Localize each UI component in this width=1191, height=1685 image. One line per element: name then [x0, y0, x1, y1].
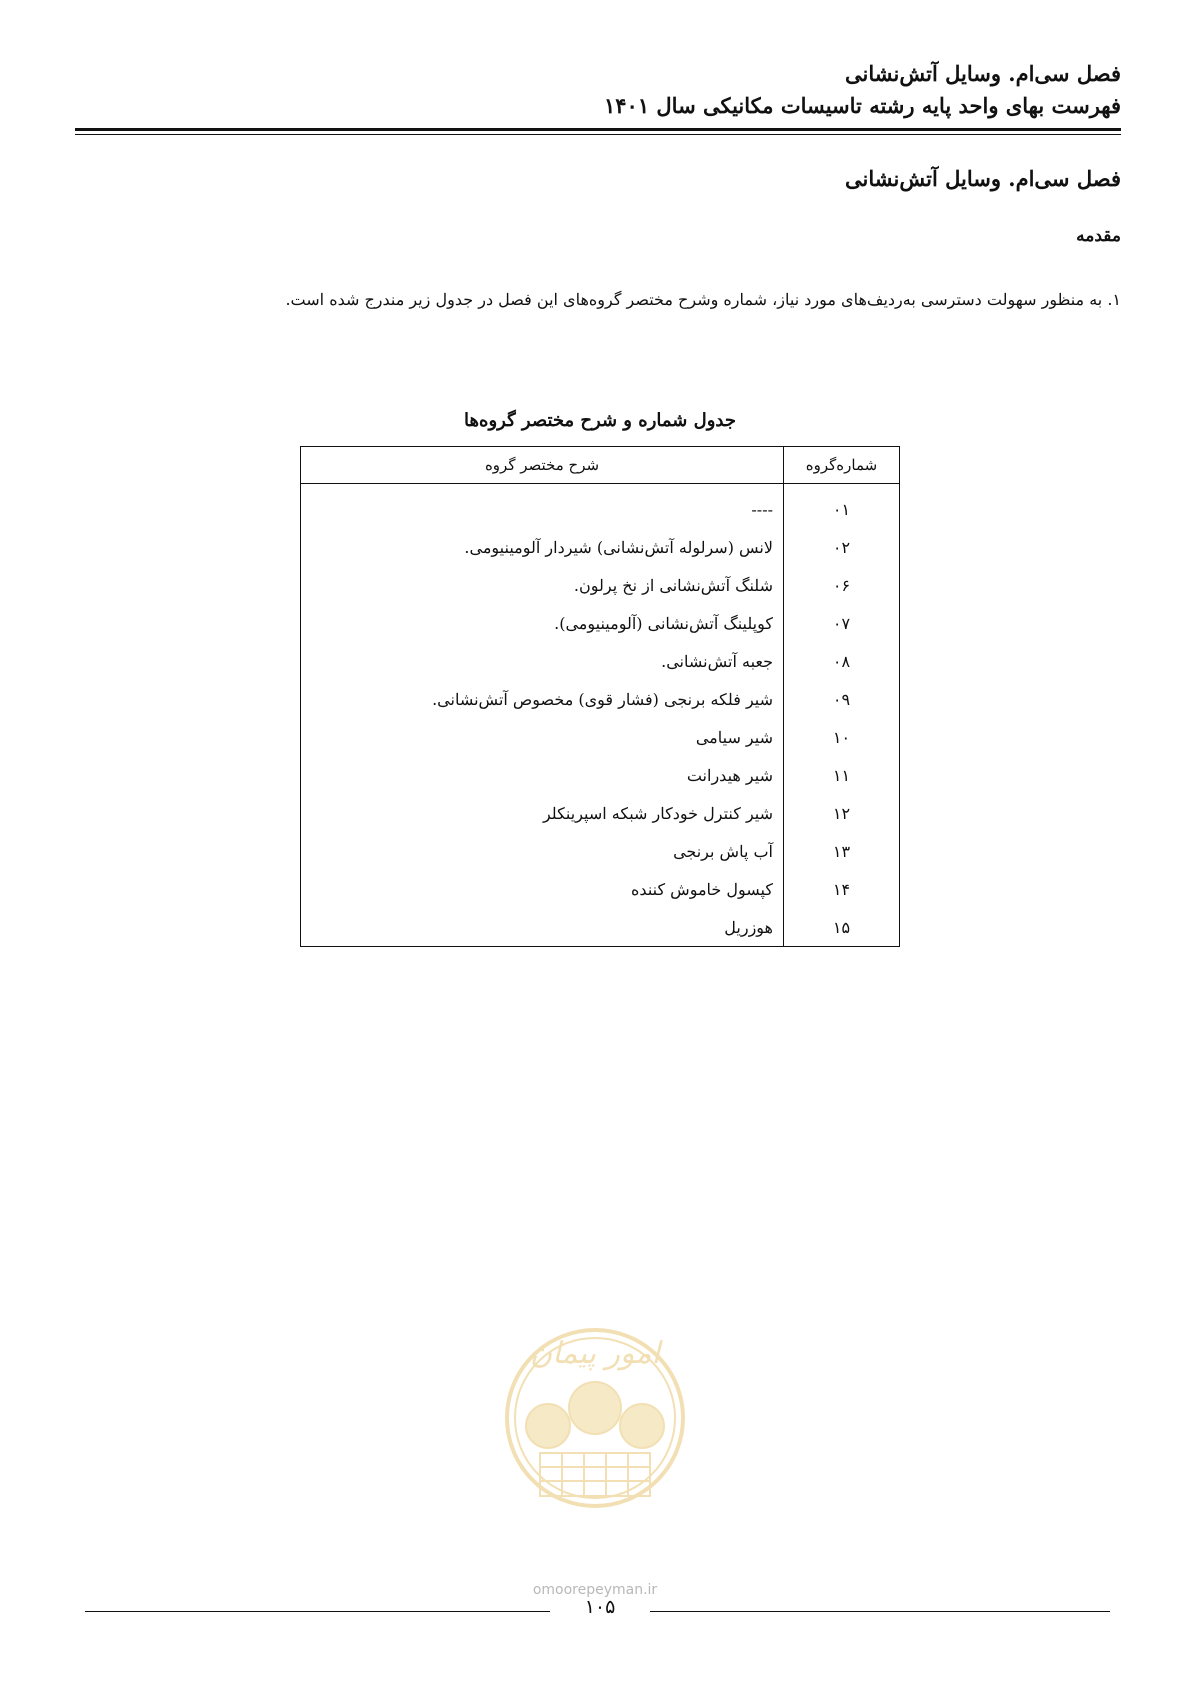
table-row	[301, 756, 900, 794]
chapter-title: فصل سی‌ام. وسایل آتش‌نشانی	[845, 166, 1121, 191]
group-description: شیر کنترل خودکار شبکه اسپرینکلر	[301, 794, 784, 832]
group-description: شیر سیامی	[301, 718, 784, 756]
table-row	[301, 680, 900, 718]
group-number: ۰۹	[784, 680, 900, 718]
group-description: شیر هیدرانت	[301, 756, 784, 794]
table-caption: جدول شماره و شرح مختصر گروه‌ها	[464, 410, 736, 431]
table-header-row	[301, 447, 900, 484]
group-number: ۰۲	[784, 528, 900, 566]
column-header-description: شرح مختصر گروه	[301, 447, 784, 484]
group-number: ۰۶	[784, 566, 900, 604]
page-header	[75, 58, 1121, 122]
table-row	[301, 718, 900, 756]
header-rule-thick	[75, 128, 1121, 131]
footer-rule-left	[85, 1611, 550, 1612]
group-number: ۱۵	[784, 908, 900, 947]
intro-paragraph: ۱. به منظور سهولت دسترسی به‌ردیف‌های مورد نیاز، شماره وشرح مختصر گروه‌های این فصل در جدول زیر مندرج شده است.	[285, 290, 1121, 309]
group-number: ۱۰	[784, 718, 900, 756]
group-number: ۰۷	[784, 604, 900, 642]
footer-rule-right	[650, 1611, 1110, 1612]
intro-heading: مقدمه	[1076, 226, 1121, 246]
group-description: ----	[301, 484, 784, 529]
table-row	[301, 870, 900, 908]
group-number: ۱۲	[784, 794, 900, 832]
group-number: ۱۳	[784, 832, 900, 870]
group-description: کوپلینگ آتش‌نشانی (آلومینیومی).	[301, 604, 784, 642]
table-row	[301, 794, 900, 832]
table-row	[301, 832, 900, 870]
header-chapter-line: فصل سی‌ام. وسایل آتش‌نشانی	[845, 61, 1121, 86]
table-row	[301, 604, 900, 642]
group-description: شیر فلکه برنجی (فشار قوی) مخصوص آتش‌نشانی.	[301, 680, 784, 718]
group-description: کپسول خاموش کننده	[301, 870, 784, 908]
group-description: هوزریل	[301, 908, 784, 947]
column-header-number: شماره‌گروه	[784, 447, 900, 484]
group-description: شلنگ آتش‌نشانی از نخ پرلون.	[301, 566, 784, 604]
group-number: ۱۱	[784, 756, 900, 794]
watermark-url: omoorepeyman.ir	[532, 1582, 658, 1598]
watermark-logo	[500, 1268, 690, 1568]
header-catalog-line: فهرست بهای واحد پایه رشته تاسیسات مکانیکی سال ۱۴۰۱	[603, 93, 1121, 118]
group-number: ۱۴	[784, 870, 900, 908]
table-row	[301, 908, 900, 947]
table-row	[301, 528, 900, 566]
table-row	[301, 566, 900, 604]
group-description: جعبه آتش‌نشانی.	[301, 642, 784, 680]
group-description: آب پاش برنجی	[301, 832, 784, 870]
group-number: ۰۱	[784, 484, 900, 529]
group-number: ۰۸	[784, 642, 900, 680]
groups-table	[300, 446, 900, 947]
table-row	[301, 484, 900, 529]
table-row	[301, 642, 900, 680]
group-description: لانس (سرلوله آتش‌نشانی) شیردار آلومینیومی.	[301, 528, 784, 566]
page-number: ۱۰۵	[584, 1596, 616, 1618]
watermark-logo-text: امور پیمان	[530, 1336, 660, 1371]
header-rule-thin	[75, 134, 1121, 135]
